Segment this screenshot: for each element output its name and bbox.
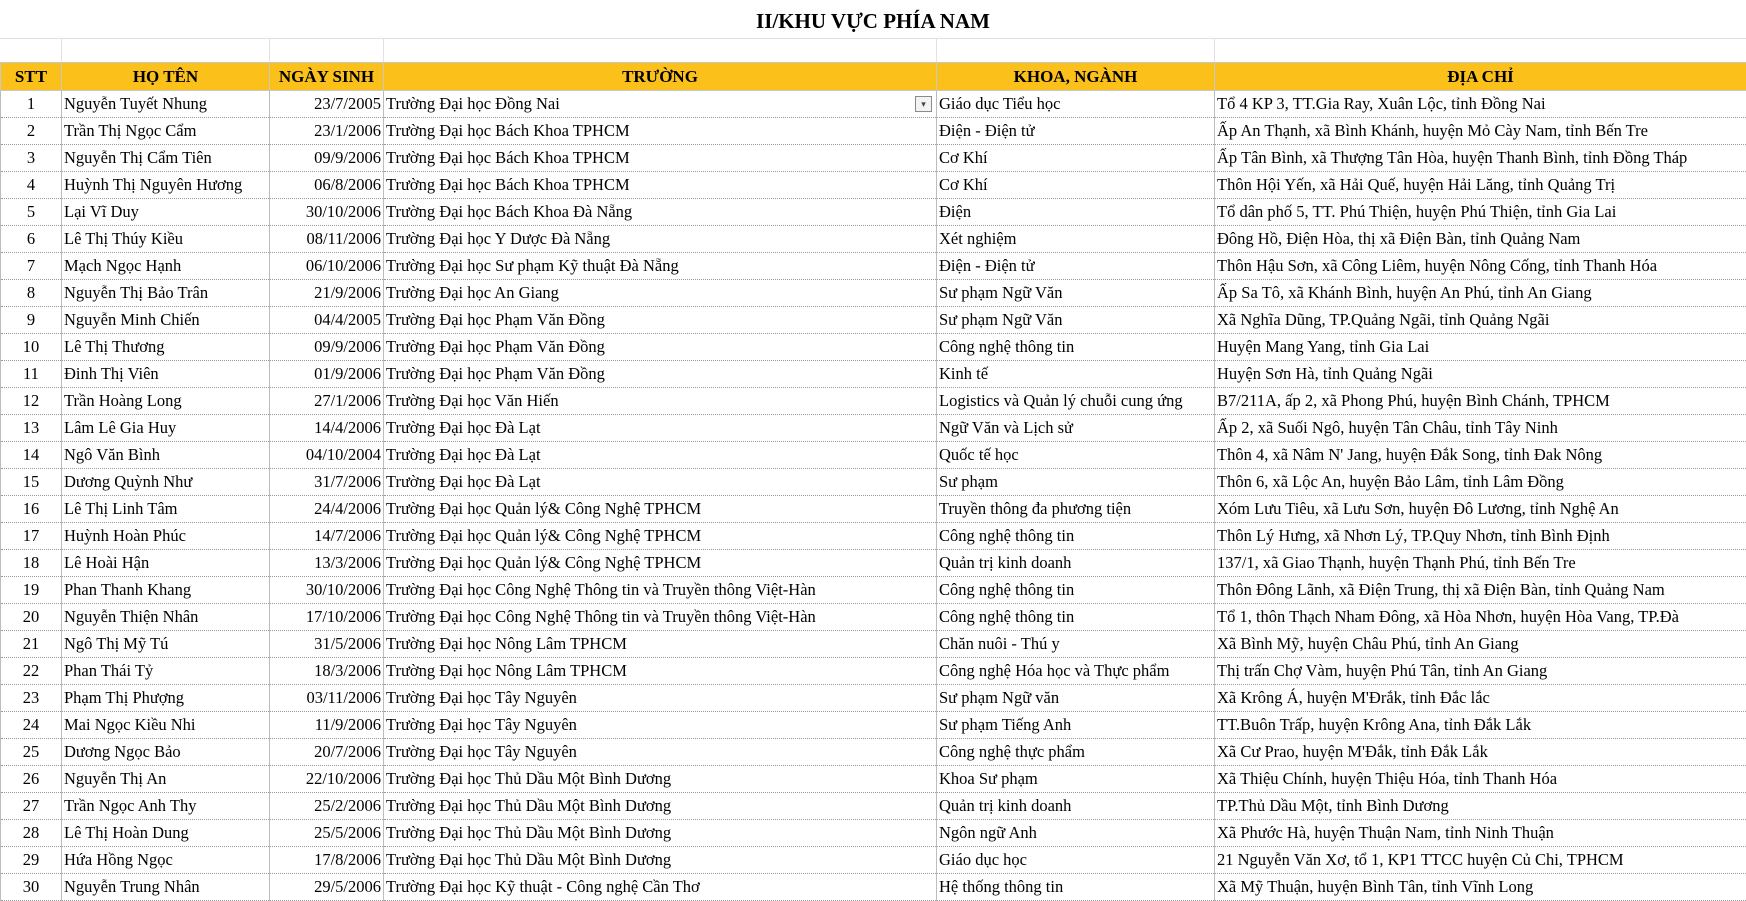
name-cell[interactable]: Phan Thanh Khang [62, 577, 270, 604]
table-row [1, 847, 1746, 874]
name-cell[interactable]: Mạch Ngọc Hạnh [62, 253, 270, 280]
birthdate-cell[interactable]: 31/7/2006 [270, 469, 384, 496]
stt-cell[interactable]: 4 [1, 172, 62, 199]
address-cell[interactable]: Xã Phước Hà, huyện Thuận Nam, tỉnh Ninh Thuận [1215, 820, 1746, 847]
address-cell[interactable]: TT.Buôn Trấp, huyện Krông Ana, tỉnh Đắk Lắk [1215, 712, 1746, 739]
name-cell[interactable]: Trần Ngọc Anh Thy [62, 793, 270, 820]
name-cell[interactable]: Hứa Hồng Ngọc [62, 847, 270, 874]
birthdate-cell[interactable]: 22/10/2006 [270, 766, 384, 793]
address-cell[interactable]: Tổ 1, thôn Thạch Nham Đông, xã Hòa Nhơn, huyện Hòa Vang, TP.Đà [1215, 604, 1746, 631]
name-cell[interactable]: Ngô Thị Mỹ Tú [62, 631, 270, 658]
address-cell[interactable]: B7/211A, ấp 2, xã Phong Phú, huyện Bình Chánh, TPHCM [1215, 388, 1746, 415]
birthdate-cell[interactable]: 17/8/2006 [270, 847, 384, 874]
table-row [1, 604, 1746, 631]
major-cell[interactable]: Công nghệ Hóa học và Thực phẩm [937, 658, 1215, 685]
address-cell[interactable]: Ấp An Thạnh, xã Bình Khánh, huyện Mỏ Cày Nam, tỉnh Bến Tre [1215, 118, 1746, 145]
address-cell[interactable]: Tổ 4 KP 3, TT.Gia Ray, Xuân Lộc, tỉnh Đồng Nai [1215, 91, 1746, 118]
address-cell[interactable]: Thôn 6, xã Lộc An, huyện Bảo Lâm, tỉnh Lâm Đồng [1215, 469, 1746, 496]
name-cell[interactable]: Lê Thị Thúy Kiều [62, 226, 270, 253]
major-cell[interactable]: Quản trị kinh doanh [937, 550, 1215, 577]
header-khoa-nganh[interactable]: KHOA, NGÀNH [937, 63, 1215, 91]
address-cell[interactable]: Xã Cư Prao, huyện M'Đắk, tỉnh Đắk Lắk [1215, 739, 1746, 766]
major-cell[interactable]: Khoa Sư phạm [937, 766, 1215, 793]
major-cell[interactable]: Hệ thống thông tin [937, 874, 1215, 901]
major-cell[interactable]: Logistics và Quản lý chuỗi cung ứng [937, 388, 1215, 415]
stt-cell[interactable]: 18 [1, 550, 62, 577]
major-cell[interactable]: Sư phạm Ngữ Văn [937, 280, 1215, 307]
birthdate-cell[interactable]: 18/3/2006 [270, 658, 384, 685]
birthdate-cell[interactable]: 11/9/2006 [270, 712, 384, 739]
school-cell[interactable]: Trường Đại học Phạm Văn Đồng [384, 334, 937, 361]
school-cell[interactable]: Trường Đại học Thủ Dầu Một Bình Dương [384, 793, 937, 820]
name-cell[interactable]: Huỳnh Thị Nguyên Hương [62, 172, 270, 199]
name-cell[interactable]: Dương Quỳnh Như [62, 469, 270, 496]
birthdate-cell[interactable]: 14/7/2006 [270, 523, 384, 550]
name-cell[interactable]: Huỳnh Hoàn Phúc [62, 523, 270, 550]
address-cell[interactable]: Huyện Sơn Hà, tỉnh Quảng Ngãi [1215, 361, 1746, 388]
stt-cell[interactable]: 1 [1, 91, 62, 118]
school-cell[interactable]: Trường Đại học Phạm Văn Đồng [384, 361, 937, 388]
major-cell[interactable]: Sư phạm Ngữ Văn [937, 307, 1215, 334]
table-row [1, 118, 1746, 145]
address-cell[interactable]: Xã Thiệu Chính, huyện Thiệu Hóa, tỉnh Thanh Hóa [1215, 766, 1746, 793]
major-cell[interactable]: Ngôn ngữ Anh [937, 820, 1215, 847]
name-cell[interactable]: Nguyễn Minh Chiến [62, 307, 270, 334]
birthdate-cell[interactable]: 09/9/2006 [270, 334, 384, 361]
address-cell[interactable]: Xóm Lưu Tiêu, xã Lưu Sơn, huyện Đô Lương, tỉnh Nghệ An [1215, 496, 1746, 523]
major-cell[interactable]: Giáo dục học [937, 847, 1215, 874]
stt-cell[interactable]: 10 [1, 334, 62, 361]
stt-cell[interactable]: 23 [1, 685, 62, 712]
birthdate-cell[interactable]: 06/8/2006 [270, 172, 384, 199]
header-ngay-sinh[interactable]: NGÀY SINH [270, 63, 384, 91]
stt-cell[interactable]: 9 [1, 307, 62, 334]
birthdate-cell[interactable]: 24/4/2006 [270, 496, 384, 523]
major-cell[interactable]: Sư phạm [937, 469, 1215, 496]
table-row [1, 712, 1746, 739]
birthdate-cell[interactable]: 13/3/2006 [270, 550, 384, 577]
birthdate-cell[interactable]: 21/9/2006 [270, 280, 384, 307]
name-cell[interactable]: Phạm Thị Phượng [62, 685, 270, 712]
school-cell[interactable]: Trường Đại học Đà Lạt [384, 415, 937, 442]
birthdate-cell[interactable]: 03/11/2006 [270, 685, 384, 712]
table-row [1, 550, 1746, 577]
address-cell[interactable]: Ấp 2, xã Suối Ngô, huyện Tân Châu, tỉnh Tây Ninh [1215, 415, 1746, 442]
table-row [1, 820, 1746, 847]
stt-cell[interactable]: 13 [1, 415, 62, 442]
name-cell[interactable]: Nguyễn Tuyết Nhung [62, 91, 270, 118]
name-cell[interactable]: Đinh Thị Viên [62, 361, 270, 388]
school-cell[interactable]: Trường Đại học Nông Lâm TPHCM [384, 631, 937, 658]
school-cell[interactable] [384, 91, 937, 118]
address-cell[interactable]: TP.Thủ Dầu Một, tỉnh Bình Dương [1215, 793, 1746, 820]
birthdate-cell[interactable]: 04/10/2004 [270, 442, 384, 469]
school-cell[interactable]: Trường Đại học Sư phạm Kỹ thuật Đà Nẵng [384, 253, 937, 280]
filter-dropdown-icon[interactable]: ▾ [915, 96, 932, 112]
stt-cell[interactable]: 30 [1, 874, 62, 901]
address-cell[interactable]: Ấp Tân Bình, xã Thượng Tân Hòa, huyện Thanh Bình, tỉnh Đồng Tháp [1215, 145, 1746, 172]
address-cell[interactable]: Ấp Sa Tô, xã Khánh Bình, huyện An Phú, tỉnh An Giang [1215, 280, 1746, 307]
major-cell[interactable]: Điện - Điện tử [937, 253, 1215, 280]
header-truong[interactable]: TRƯỜNG [384, 63, 937, 91]
student-table [0, 62, 1746, 901]
major-cell[interactable]: Cơ Khí [937, 145, 1215, 172]
stt-cell[interactable]: 27 [1, 793, 62, 820]
name-cell[interactable]: Lê Thị Thương [62, 334, 270, 361]
school-cell[interactable]: Trường Đại học Thủ Dầu Một Bình Dương [384, 847, 937, 874]
address-cell[interactable]: Thôn Đông Lãnh, xã Điện Trung, thị xã Điện Bàn, tỉnh Quảng Nam [1215, 577, 1746, 604]
address-cell[interactable]: Thôn Hội Yến, xã Hải Quế, huyện Hải Lăng, tỉnh Quảng Trị [1215, 172, 1746, 199]
school-cell[interactable]: Trường Đại học Quản lý& Công Nghệ TPHCM [384, 550, 937, 577]
table-row [1, 631, 1746, 658]
birthdate-cell[interactable]: 14/4/2006 [270, 415, 384, 442]
table-row [1, 658, 1746, 685]
stt-cell[interactable]: 19 [1, 577, 62, 604]
birthdate-cell[interactable]: 17/10/2006 [270, 604, 384, 631]
address-cell[interactable]: 21 Nguyễn Văn Xơ, tổ 1, KP1 TTCC huyện Củ Chi, TPHCM [1215, 847, 1746, 874]
birthdate-cell[interactable]: 25/5/2006 [270, 820, 384, 847]
header-stt[interactable]: STT [1, 63, 62, 91]
school-cell[interactable]: Trường Đại học Bách Khoa TPHCM [384, 145, 937, 172]
major-cell[interactable]: Sư phạm Ngữ văn [937, 685, 1215, 712]
stt-cell[interactable]: 28 [1, 820, 62, 847]
school-cell[interactable]: Trường Đại học Kỹ thuật - Công nghệ Cần Thơ [384, 874, 937, 901]
stt-cell[interactable]: 8 [1, 280, 62, 307]
school-cell[interactable]: Trường Đại học An Giang [384, 280, 937, 307]
header-ho-ten[interactable]: HỌ TÊN [62, 63, 270, 91]
address-cell[interactable]: Đông Hồ, Điện Hòa, thị xã Điện Bàn, tỉnh Quảng Nam [1215, 226, 1746, 253]
table-row [1, 523, 1746, 550]
table-row [1, 199, 1746, 226]
school-cell[interactable]: Trường Đại học Y Dược Đà Nẵng [384, 226, 937, 253]
birthdate-cell[interactable]: 06/10/2006 [270, 253, 384, 280]
stt-cell[interactable]: 25 [1, 739, 62, 766]
name-cell[interactable]: Lê Thị Linh Tâm [62, 496, 270, 523]
school-cell[interactable]: Trường Đại học Đà Lạt [384, 469, 937, 496]
table-row [1, 685, 1746, 712]
birthdate-cell[interactable]: 23/7/2005 [270, 91, 384, 118]
school-cell[interactable]: Trường Đại học Công Nghệ Thông tin và Truyền thông Việt-Hàn [384, 604, 937, 631]
stt-cell[interactable]: 12 [1, 388, 62, 415]
name-cell[interactable]: Nguyễn Trung Nhân [62, 874, 270, 901]
major-cell[interactable]: Chăn nuôi - Thú y [937, 631, 1215, 658]
table-row [1, 361, 1746, 388]
major-cell[interactable]: Kinh tế [937, 361, 1215, 388]
school-cell[interactable]: Trường Đại học Bách Khoa TPHCM [384, 172, 937, 199]
major-cell[interactable]: Điện [937, 199, 1215, 226]
major-cell[interactable]: Cơ Khí [937, 172, 1215, 199]
table-row [1, 145, 1746, 172]
table-row [1, 280, 1746, 307]
table-row [1, 469, 1746, 496]
table-row [1, 793, 1746, 820]
table-row [1, 91, 1746, 118]
name-cell[interactable]: Trần Hoàng Long [62, 388, 270, 415]
stt-cell[interactable]: 2 [1, 118, 62, 145]
header-dia-chi[interactable]: ĐỊA CHỈ [1215, 63, 1746, 91]
table-row [1, 577, 1746, 604]
stt-cell[interactable]: 17 [1, 523, 62, 550]
name-cell[interactable]: Nguyễn Thị Cẩm Tiên [62, 145, 270, 172]
table-row [1, 172, 1746, 199]
empty-grid-row [0, 38, 1746, 63]
table-row [1, 388, 1746, 415]
school-cell[interactable]: Trường Đại học Bách Khoa Đà Nẵng [384, 199, 937, 226]
school-cell[interactable]: Trường Đại học Bách Khoa TPHCM [384, 118, 937, 145]
school-cell[interactable]: Trường Đại học Thủ Dầu Một Bình Dương [384, 766, 937, 793]
stt-cell[interactable]: 7 [1, 253, 62, 280]
name-cell[interactable]: Lê Hoài Hận [62, 550, 270, 577]
name-cell[interactable]: Lại Vĩ Duy [62, 199, 270, 226]
stt-cell[interactable]: 29 [1, 847, 62, 874]
birthdate-cell[interactable]: 08/11/2006 [270, 226, 384, 253]
birthdate-cell[interactable]: 27/1/2006 [270, 388, 384, 415]
stt-cell[interactable]: 11 [1, 361, 62, 388]
address-cell[interactable]: Xã Mỹ Thuận, huyện Bình Tân, tỉnh Vĩnh Long [1215, 874, 1746, 901]
table-row [1, 496, 1746, 523]
table-row [1, 253, 1746, 280]
birthdate-cell[interactable]: 01/9/2006 [270, 361, 384, 388]
name-cell[interactable]: Nguyễn Thiện Nhân [62, 604, 270, 631]
school-cell[interactable]: Trường Đại học Thủ Dầu Một Bình Dương [384, 820, 937, 847]
name-cell[interactable]: Dương Ngọc Bảo [62, 739, 270, 766]
name-cell[interactable]: Nguyễn Thị Bảo Trân [62, 280, 270, 307]
birthdate-cell[interactable]: 30/10/2006 [270, 577, 384, 604]
school-cell[interactable]: Trường Đại học Quản lý& Công Nghệ TPHCM [384, 496, 937, 523]
address-cell[interactable]: Thôn Lý Hưng, xã Nhơn Lý, TP.Quy Nhơn, tỉnh Bình Định [1215, 523, 1746, 550]
name-cell[interactable]: Nguyễn Thị An [62, 766, 270, 793]
school-cell[interactable]: Trường Đại học Nông Lâm TPHCM [384, 658, 937, 685]
major-cell[interactable]: Công nghệ thông tin [937, 523, 1215, 550]
major-cell[interactable]: Truyền thông đa phương tiện [937, 496, 1215, 523]
address-cell[interactable]: Tổ dân phố 5, TT. Phú Thiện, huyện Phú Thiện, tỉnh Gia Lai [1215, 199, 1746, 226]
table-row [1, 415, 1746, 442]
stt-cell[interactable]: 3 [1, 145, 62, 172]
stt-cell[interactable]: 14 [1, 442, 62, 469]
address-cell[interactable]: Thị trấn Chợ Vàm, huyện Phú Tân, tỉnh An Giang [1215, 658, 1746, 685]
table-row [1, 874, 1746, 901]
address-cell[interactable]: Xã Krông Á, huyện M'Đrắk, tỉnh Đắc lắc [1215, 685, 1746, 712]
name-cell[interactable]: Ngô Văn Bình [62, 442, 270, 469]
birthdate-cell[interactable]: 29/5/2006 [270, 874, 384, 901]
address-cell[interactable]: Xã Bình Mỹ, huyện Châu Phú, tỉnh An Giang [1215, 631, 1746, 658]
table-row [1, 442, 1746, 469]
table-row [1, 226, 1746, 253]
stt-cell[interactable]: 24 [1, 712, 62, 739]
birthdate-cell[interactable]: 31/5/2006 [270, 631, 384, 658]
birthdate-cell[interactable]: 09/9/2006 [270, 145, 384, 172]
major-cell[interactable]: Công nghệ thông tin [937, 577, 1215, 604]
major-cell[interactable]: Sư phạm Tiếng Anh [937, 712, 1215, 739]
birthdate-cell[interactable]: 23/1/2006 [270, 118, 384, 145]
major-cell[interactable]: Xét nghiệm [937, 226, 1215, 253]
school-cell[interactable]: Trường Đại học Phạm Văn Đồng [384, 307, 937, 334]
major-cell[interactable]: Điện - Điện tử [937, 118, 1215, 145]
name-cell[interactable]: Trần Thị Ngọc Cẩm [62, 118, 270, 145]
school-cell-content [386, 91, 934, 117]
school-cell[interactable]: Trường Đại học Đà Lạt [384, 442, 937, 469]
name-cell[interactable]: Lê Thị Hoàn Dung [62, 820, 270, 847]
stt-cell[interactable]: 15 [1, 469, 62, 496]
stt-cell[interactable]: 5 [1, 199, 62, 226]
major-cell[interactable]: Giáo dục Tiểu học [937, 91, 1215, 118]
school-cell[interactable]: Trường Đại học Quản lý& Công Nghệ TPHCM [384, 523, 937, 550]
school-cell[interactable]: Trường Đại học Tây Nguyên [384, 712, 937, 739]
header-row [1, 63, 1746, 91]
birthdate-cell[interactable]: 30/10/2006 [270, 199, 384, 226]
stt-cell[interactable]: 20 [1, 604, 62, 631]
stt-cell[interactable]: 21 [1, 631, 62, 658]
major-cell[interactable]: Công nghệ thông tin [937, 334, 1215, 361]
stt-cell[interactable]: 6 [1, 226, 62, 253]
name-cell[interactable]: Phan Thái Tỷ [62, 658, 270, 685]
stt-cell[interactable]: 22 [1, 658, 62, 685]
address-cell[interactable]: Thôn Hậu Sơn, xã Công Liêm, huyện Nông Cống, tỉnh Thanh Hóa [1215, 253, 1746, 280]
table-row [1, 334, 1746, 361]
major-cell[interactable]: Quản trị kinh doanh [937, 793, 1215, 820]
stt-cell[interactable]: 26 [1, 766, 62, 793]
school-cell-text: Trường Đại học Đồng Nai [386, 94, 560, 113]
sheet-title: II/KHU VỰC PHÍA NAM [0, 4, 1746, 38]
address-cell[interactable]: Huyện Mang Yang, tỉnh Gia Lai [1215, 334, 1746, 361]
major-cell[interactable]: Ngữ Văn và Lịch sử [937, 415, 1215, 442]
table-row [1, 307, 1746, 334]
address-cell[interactable]: 137/1, xã Giao Thạnh, huyện Thạnh Phú, tỉnh Bến Tre [1215, 550, 1746, 577]
school-cell[interactable]: Trường Đại học Văn Hiến [384, 388, 937, 415]
school-cell[interactable]: Trường Đại học Tây Nguyên [384, 685, 937, 712]
major-cell[interactable]: Công nghệ thông tin [937, 604, 1215, 631]
address-cell[interactable]: Xã Nghĩa Dũng, TP.Quảng Ngãi, tỉnh Quảng Ngãi [1215, 307, 1746, 334]
school-cell[interactable]: Trường Đại học Tây Nguyên [384, 739, 937, 766]
major-cell[interactable]: Quốc tế học [937, 442, 1215, 469]
address-cell[interactable]: Thôn 4, xã Nâm N' Jang, huyện Đắk Song, tỉnh Đak Nông [1215, 442, 1746, 469]
name-cell[interactable]: Mai Ngọc Kiều Nhi [62, 712, 270, 739]
birthdate-cell[interactable]: 20/7/2006 [270, 739, 384, 766]
stt-cell[interactable]: 16 [1, 496, 62, 523]
birthdate-cell[interactable]: 25/2/2006 [270, 793, 384, 820]
name-cell[interactable]: Lâm Lê Gia Huy [62, 415, 270, 442]
major-cell[interactable]: Công nghệ thực phẩm [937, 739, 1215, 766]
school-cell[interactable]: Trường Đại học Công Nghệ Thông tin và Truyền thông Việt-Hàn [384, 577, 937, 604]
table-row [1, 739, 1746, 766]
birthdate-cell[interactable]: 04/4/2005 [270, 307, 384, 334]
table-row [1, 766, 1746, 793]
